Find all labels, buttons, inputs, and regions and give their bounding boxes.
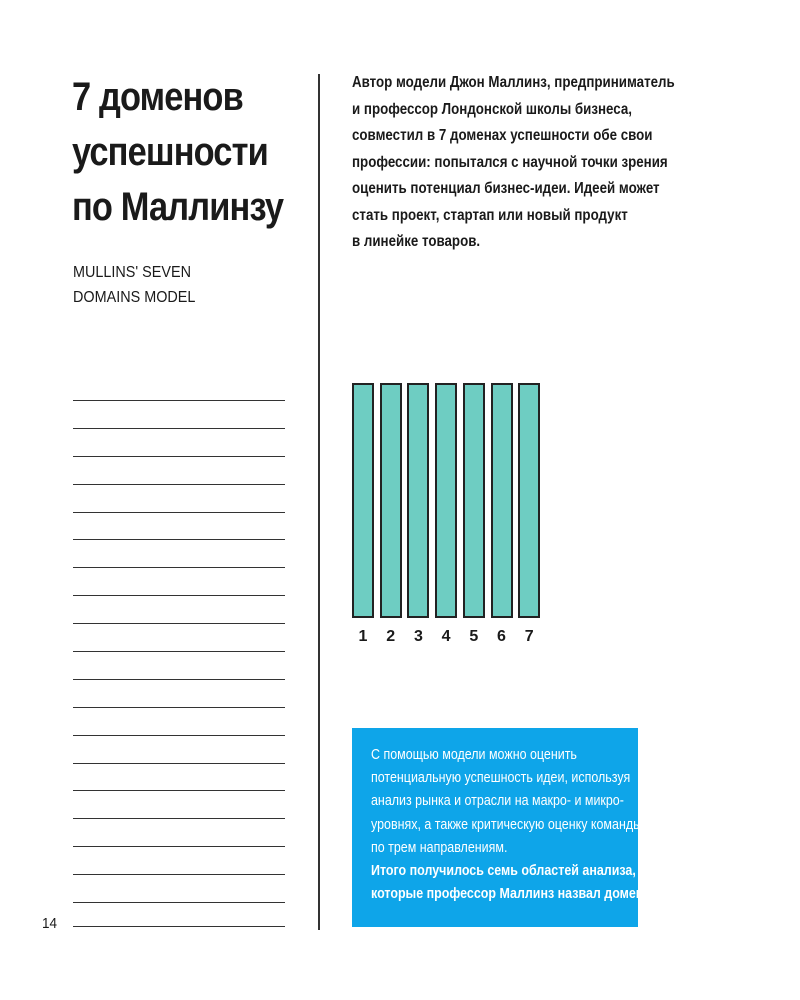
bar-label: 3 — [413, 628, 423, 645]
subtitle-line: DOMAINS MODEL — [73, 289, 196, 306]
intro-line: совместил в 7 доменах успешности обе свои — [352, 127, 653, 144]
page-title — [72, 70, 284, 235]
note-line — [73, 679, 285, 680]
intro-paragraph — [352, 70, 675, 256]
info-line: уровнях, а также критическую оценку команды — [371, 816, 643, 833]
note-line — [73, 735, 285, 736]
info-line-bold: Итого получилось семь областей анализа, — [371, 863, 636, 880]
note-line — [73, 818, 285, 819]
note-line — [73, 400, 285, 401]
info-box — [352, 728, 671, 927]
bar-domain-5 — [463, 383, 485, 618]
intro-line: в линейке товаров. — [352, 233, 481, 250]
bar-label: 2 — [386, 628, 396, 645]
bar-domain-3 — [407, 383, 429, 618]
note-line — [73, 846, 285, 847]
bar-domain-6 — [491, 383, 513, 618]
note-line — [73, 539, 285, 540]
intro-line: и профессор Лондонской школы бизнеса, — [352, 100, 632, 118]
intro-line: Автор модели Джон Маллинз, предприниматель — [352, 74, 675, 91]
bar-label: 4 — [441, 628, 451, 645]
column-divider — [318, 74, 320, 930]
bar-domain-7 — [518, 383, 540, 618]
note-line — [73, 484, 285, 485]
note-line — [73, 763, 285, 764]
bar-domain-1 — [352, 383, 374, 618]
info-box-text — [371, 744, 671, 906]
title-line: успешности — [72, 130, 268, 174]
info-line: С помощью модели можно оценить — [371, 747, 577, 763]
domains-bar-chart — [352, 383, 552, 653]
note-line — [73, 456, 285, 457]
subtitle-line: MULLINS' SEVEN — [73, 264, 191, 281]
intro-line: стать проект, стартап или новый продукт — [352, 206, 628, 224]
note-line — [73, 428, 285, 429]
note-line — [73, 874, 285, 875]
page-number: 14 — [42, 915, 58, 932]
notes-lines — [73, 400, 285, 930]
note-line — [73, 623, 285, 624]
note-line — [73, 512, 285, 513]
note-line — [73, 790, 285, 791]
note-line — [73, 567, 285, 568]
note-line — [73, 651, 285, 652]
bar-label: 6 — [497, 628, 506, 645]
info-line: по трем направлениям. — [371, 839, 508, 856]
info-line-bold: которые профессор Маллинз назвал доменами. — [371, 886, 671, 903]
info-line: потенциальную успешность идеи, используя — [371, 770, 631, 787]
note-line — [73, 707, 285, 708]
footer-line — [73, 926, 285, 927]
page-subtitle — [73, 260, 195, 310]
title-line: 7 доменов — [72, 75, 243, 119]
intro-line: оценить потенциал бизнес-идеи. Идеей может — [352, 180, 660, 197]
bar-label: 1 — [358, 628, 368, 645]
bar-domain-4 — [435, 383, 457, 618]
info-line: анализ рынка и отрасли на макро- и микро- — [371, 793, 624, 810]
note-line — [73, 902, 285, 903]
title-line: по Маллинзу — [72, 185, 284, 229]
bar-label: 7 — [524, 628, 534, 645]
bar-domain-2 — [380, 383, 402, 618]
intro-line: профессии: попытался с научной точки зрения — [352, 153, 668, 171]
bar-label: 5 — [469, 628, 479, 645]
note-line — [73, 595, 285, 596]
